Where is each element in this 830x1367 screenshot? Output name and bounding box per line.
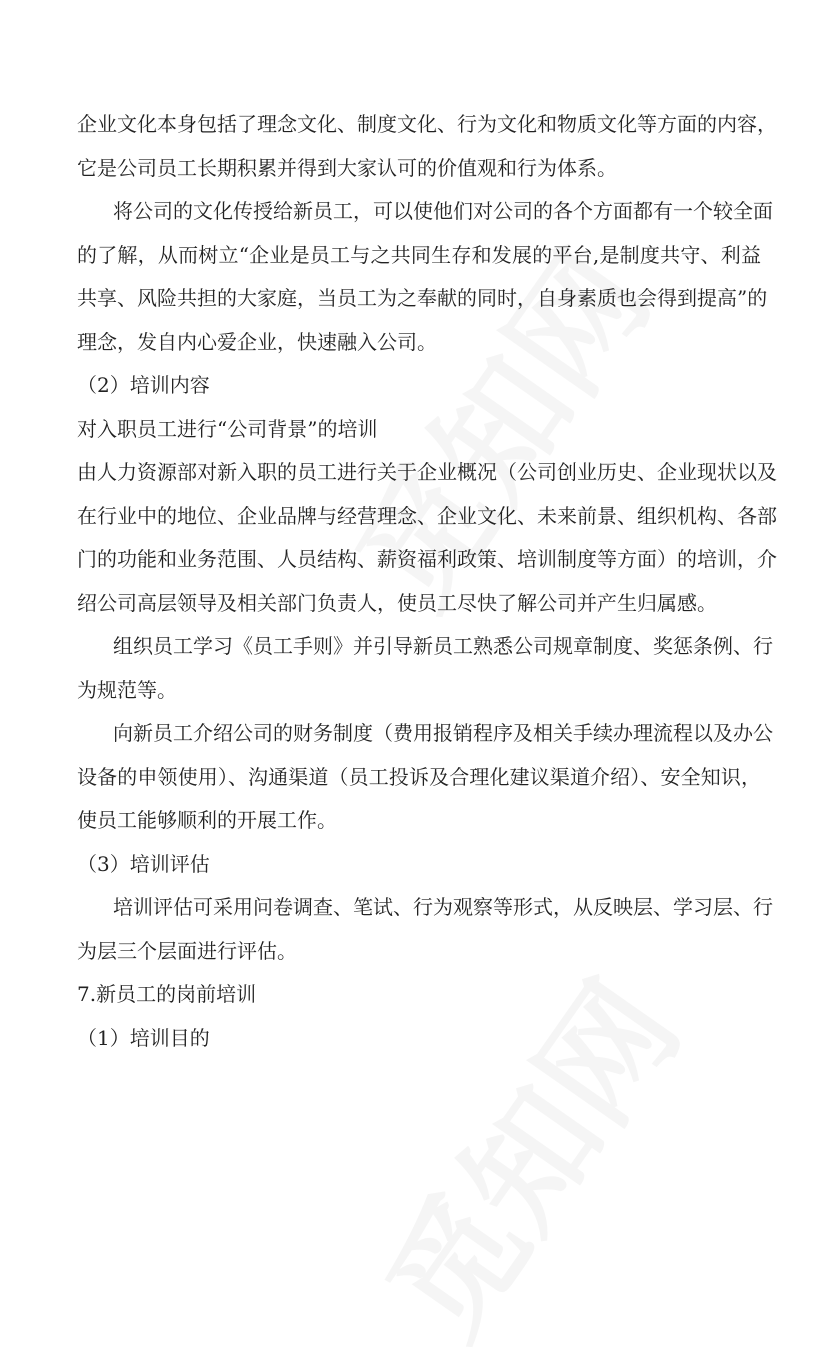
paragraph-line: 设备的申领使用）、沟通渠道（员工投诉及合理化建议渠道介绍）、安全知识， <box>77 764 761 789</box>
paragraph-line: 门的功能和业务范围、人员结构、薪资福利政策、培训制度等方面）的培训，介 <box>77 547 777 571</box>
paragraph-line: 将公司的文化传授给新员工，可以使他们对公司的各个方面都有一个较全面 <box>113 199 773 223</box>
paragraph-line: 使员工能够顺利的开展工作。 <box>77 808 337 832</box>
paragraph-line: 绍公司高层领导及相关部门负责人，使员工尽快了解公司并产生归属感。 <box>77 590 717 615</box>
paragraph-line: 在行业中的地位、企业品牌与经营理念、企业文化、未来前景、组织机构、各部 <box>77 503 777 528</box>
paragraph-line: 的了解，从而树立“企业是员工与之共同生存和发展的平台,是制度共守、利益 <box>77 242 761 267</box>
chapter-heading: 7.新员工的岗前培训 <box>77 982 257 1006</box>
paragraph-line: 它是公司员工长期积累并得到大家认可的价值观和行为体系。 <box>77 155 617 180</box>
section-heading: （2）培训内容 <box>77 373 210 397</box>
paragraph-line: 由人力资源部对新入职的员工进行关于企业概况（公司创业历史、企业现状以及 <box>77 460 777 484</box>
section-heading: （1）培训目的 <box>77 1025 210 1050</box>
paragraph-line: 理念，发自内心爱企业，快速融入公司。 <box>77 329 437 354</box>
paragraph-line: 为规范等。 <box>77 677 177 702</box>
paragraph-line: 培训评估可采用问卷调查、笔试、行为观察等形式，从反映层、学习层、行 <box>113 895 773 919</box>
paragraph-line: 组织员工学习《员工手则》并引导新员工熟悉公司规章制度、奖惩条例、行 <box>113 634 773 658</box>
document-body <box>77 103 777 1060</box>
subheading: 对入职员工进行“公司背景”的培训 <box>77 416 378 441</box>
paragraph-line: 共享、风险共担的大家庭，当员工为之奉献的同时，自身素质也会得到提高”的 <box>77 286 768 310</box>
paragraph-line: 为层三个层面进行评估。 <box>77 938 297 963</box>
paragraph-line: 企业文化本身包括了理念文化、制度文化、行为文化和物质文化等方面的内容， <box>77 112 777 136</box>
paragraph-line: 向新员工介绍公司的财务制度（费用报销程序及相关手续办理流程以及办公 <box>113 721 773 745</box>
section-heading: （3）培训评估 <box>77 851 210 876</box>
